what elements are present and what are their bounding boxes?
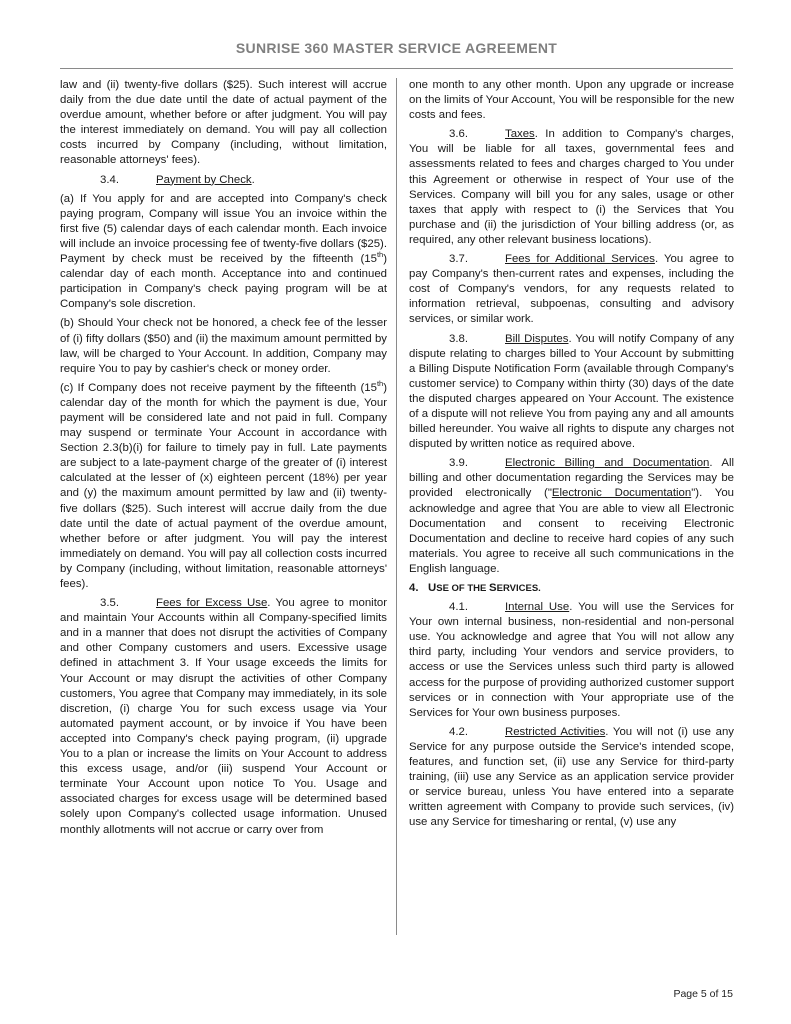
paragraph-3-4-c: (c) If Company does not receive payment by the fifteenth (15th) calendar day of the month for which the payment is due, Your payment will be considered late and not paid in full. Company may suspend or terminate Your Account in accordance with Section 2.3(b)(i) for failure to timely pay in full. Late payments are subject to a late-payment charge of the greater of (i) interest calculated at the lesser of (x) eighteen percent (18%) per year and (y) the maximum amount permitted by law and (ii) twenty-five dollars ($25). Such interest will accrue daily from the due date until the date of actual payment of the overdue amount, whether before or after judgment. You will pay the interest immediately on demand. You will pay all collection costs incurred by Company (including, without limitation, reasonable attorneys' fees). <box>60 378 387 590</box>
document-title: SUNRISE 360 MASTER SERVICE AGREEMENT <box>235 40 558 56</box>
section-3-7: 3.7. Fees for Additional Services. You agree to pay Company's then-current rates and expenses, including the cost of Company's vendors, for any requests related to information retrieval, subpoenas, consulting and advisory services, or similar work. <box>409 253 734 326</box>
right-column <box>409 78 734 835</box>
paragraph: one month to any other month. Upon any upgrade or increase on the limits of Your Account, You will be responsible for the new costs and fees. <box>409 79 734 122</box>
section-title: Fees for Additional Services <box>505 253 655 266</box>
section-title: Electronic Billing and Documentation <box>505 457 710 470</box>
section-3-9: 3.9. Electronic Billing and Documentation. All billing and other documentation regarding the Services may be provided electronically ("Electronic Documentation"). You acknowledge and agree that You are able to view all Electronic Documentation and consent to receiving Electronic Documentation and decline to receive hard copies of any such materials. You agree to receive all such communications in the English language. <box>409 457 734 575</box>
section-title: Fees for Excess Use <box>156 597 268 610</box>
section-3-4-heading: 3.4. Payment by Check. <box>100 173 255 186</box>
section-3-6: 3.6. Taxes. In addition to Company's charges, You will be liable for all taxes, governmental fees and assessments related to fees and charges charged to You under this Agreement or otherwise in respect of Your use of the Services. Company will bill you for any sales, usage or other taxes that apply with respect to (i) the Services that You purchase and (ii) the jurisdiction of Your billing address (or, as required, any other relevant business locations). <box>409 128 734 246</box>
section-3-8: 3.8. Bill Disputes. You will notify Company of any dispute relating to charges billed to Your Account by submitting a Billing Dispute Notification Form (available through Company's customer service) to Company within thirty (30) days of the date the disputed charges appeared on Your Account. The existence of a dispute will not relieve You from paying any and all amounts billed hereunder. You waive all rights to dispute any charges not disputed by written notice as required above. <box>409 332 735 451</box>
page-number: Page 5 of 15 <box>673 988 733 1000</box>
section-3-5: 3.5. Fees for Excess Use. You agree to monitor and maintain Your Accounts within all Company-specified limits and in a manner that does not disrupt the activities of Company and other Company customers and users. Excessive usage defined in attachment 3. If Your usage exceeds the limits for Your Account or may disrupt the activities of other Company customers, You agree that Company may immediately, in its sole discretion, (i) charge You for such excess usage via Your automated payment account, or by invoice if You have been accepted into Company's check paying program, (ii) upgrade You to a plan or increase the limits on Your Account to address this excess usage, and/or (iii) suspend Your Account or terminate Your Account upon notice To You. Usage and associated charges for excess usage will be determined based solely upon Company's collected usage information. Unused monthly allotments will not accrue or carry over from <box>60 597 387 836</box>
section-title: Internal Use <box>505 601 570 614</box>
paragraph: law and (ii) twenty-five dollars ($25). Such interest will accrue daily from the due date until the date of actual payment of the overdue amount, whether before or after judgment. You will pay the interest immediately on demand. You will pay all collection costs incurred by Company (including, without limitation, reasonable attorneys' fees). <box>60 79 387 167</box>
section-title: Bill Disputes <box>505 332 569 345</box>
section-4-2: 4.2. Restricted Activities. You will not (i) use any Service for any purpose outside the Service's intended scope, features, and function set, (ii) use any Service for third-party training, (iii) use any Service as an application service provider or service bureau, unless You have entered into a separate written agreement with Company to provide such services, (iv) use any Service for timesharing or rental, (v) use any <box>409 725 735 829</box>
paragraph-3-4-b: (b) Should Your check not be honored, a check fee of the lesser of (i) fifty dollars ($50) and (ii) the maximum amount permitted by law, will be charged to Your Account. In addition, Company may require You to pay by cashier's check or money order. <box>60 317 387 375</box>
section-4-1: 4.1. Internal Use. You will use the Services for Your own internal business, non-residential and non-personal use. You acknowledge and agree that You will not allow any third party, including Your vendors and service providers, to access or use the Services unless such third party is allowed access for the purpose of providing authorized customer support services or in connection with Your appropriate use of the Services for Your own business purposes. <box>409 601 735 719</box>
section-title: Restricted Activities <box>505 725 606 738</box>
section-4-heading: 4. USE OF THE SERVICES. <box>409 582 541 594</box>
section-title: Payment by Check <box>156 173 252 186</box>
paragraph-3-4-a: (a) If You apply for and are accepted into Company's check paying program, Company will issue You an invoice within the first five (5) calendar days of each calendar month. Each invoice will include an invoice processing fee of twenty-five dollars ($25). Payment by check must be received by the fifteenth (15th) calendar day of each month. Acceptance into and continued participation in Company's check paying program will be at Company's sole discretion. <box>60 192 387 311</box>
section-title: Taxes <box>505 128 535 141</box>
document-header <box>60 38 733 69</box>
defined-term: Electronic Documentation <box>551 487 692 500</box>
column-divider <box>396 78 397 935</box>
left-column <box>60 78 387 842</box>
